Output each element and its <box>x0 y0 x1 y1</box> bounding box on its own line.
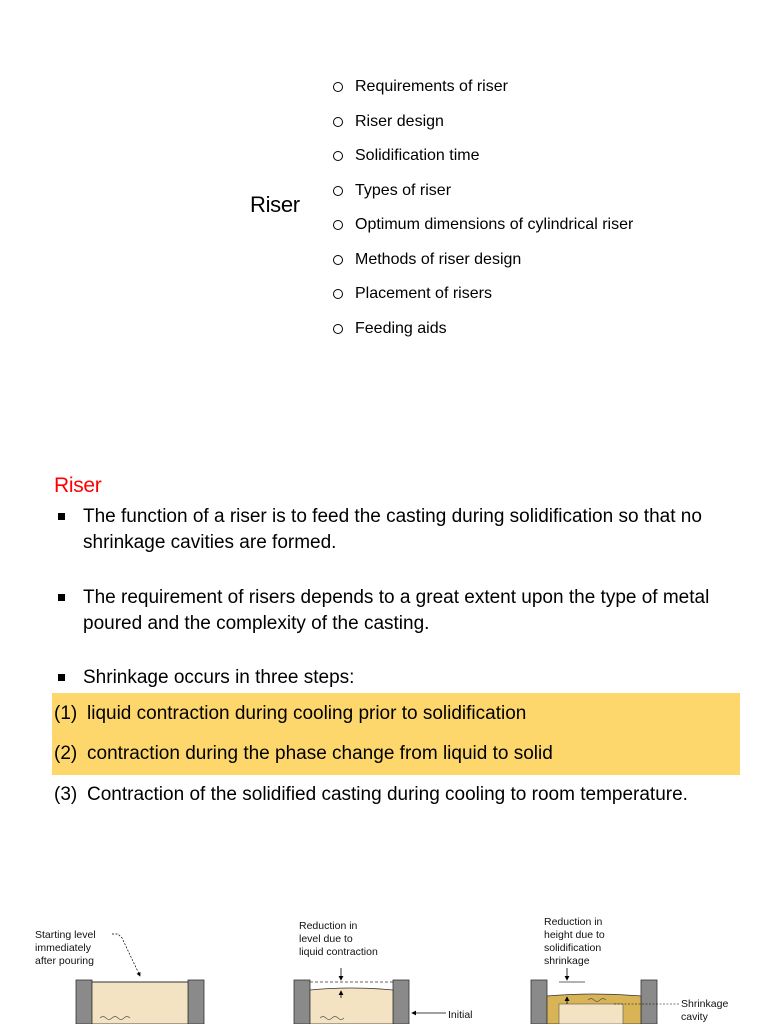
circle-bullet-icon <box>333 289 343 299</box>
shrinkage-step <box>54 741 553 767</box>
outline-item-text: Requirements of riser <box>355 78 508 95</box>
caption-line: liquid contraction <box>299 946 378 958</box>
caption-line: solidification <box>544 942 602 954</box>
caption-line: Starting level <box>35 929 96 941</box>
shrinkage-step <box>54 782 688 808</box>
outline-item-text: Methods of riser design <box>355 250 522 268</box>
caption-line: height due to <box>544 929 605 941</box>
bullet-text: Shrinkage occurs in three steps: <box>83 667 355 688</box>
circle-bullet-icon <box>333 255 343 265</box>
step-text: contraction during the phase change from liquid to solid <box>87 743 553 764</box>
bullet-text: The function of a riser is to feed the casting during solidification so that no shrinkage cavities are formed. <box>83 506 702 553</box>
step-number: (2) <box>54 743 78 764</box>
outline-item <box>333 247 633 282</box>
caption-line: Reduction in <box>544 916 603 928</box>
caption-line: cavity <box>681 1011 708 1023</box>
bullet-paragraph <box>55 665 755 691</box>
bullet-paragraph <box>55 585 755 637</box>
figure-2-mold <box>294 968 446 1024</box>
outline-item <box>333 316 633 351</box>
square-bullet-icon <box>58 674 65 681</box>
caption-line: shrinkage <box>544 955 590 967</box>
circle-bullet-icon <box>333 151 343 161</box>
step-number: (1) <box>54 703 78 724</box>
outline-item-text: Types of riser <box>355 181 452 199</box>
outline-item <box>333 143 633 178</box>
shrinkage-diagrams <box>0 900 768 1024</box>
figure-3-mold <box>531 968 679 1024</box>
outline-item <box>333 212 633 247</box>
caption-line: level due to <box>299 933 353 945</box>
circle-bullet-icon <box>333 324 343 334</box>
bullet-text: The requirement of risers depends to a great extent upon the type of metal poured and the complexity of the casting. <box>83 587 710 634</box>
circle-bullet-icon <box>333 220 343 230</box>
outline-item-text: Riser design <box>355 112 444 130</box>
circle-bullet-icon <box>333 117 343 127</box>
outline-item <box>333 74 633 109</box>
step-text: liquid contraction during cooling prior to solidification <box>87 703 527 724</box>
outline-list <box>333 74 633 350</box>
figure-2-side-label: Initial <box>448 1009 473 1021</box>
caption-line: Reduction in <box>299 920 358 932</box>
outline-item-text: Solidification time <box>355 147 480 164</box>
outline-title: Riser <box>250 192 300 217</box>
caption-line: immediately <box>35 942 92 954</box>
outline-item-text: Placement of risers <box>355 285 492 302</box>
outline-item-text: Feeding aids <box>355 319 447 337</box>
outline-item <box>333 281 633 316</box>
outline-item <box>333 109 633 144</box>
bullet-paragraph <box>55 504 755 556</box>
circle-bullet-icon <box>333 82 343 92</box>
caption-line: Shrinkage <box>681 998 729 1010</box>
caption-line: after pouring <box>35 955 94 967</box>
outline-item <box>333 178 633 213</box>
step-number: (3) <box>54 784 78 805</box>
outline-item-text: Optimum dimensions of cylindrical riser <box>355 216 634 233</box>
figure-1-mold <box>76 934 204 1024</box>
step-text: Contraction of the solidified casting during cooling to room temperature. <box>87 784 688 805</box>
section-heading: Riser <box>54 474 102 497</box>
square-bullet-icon <box>58 594 65 601</box>
square-bullet-icon <box>58 513 65 520</box>
shrinkage-step <box>54 701 526 727</box>
circle-bullet-icon <box>333 186 343 196</box>
